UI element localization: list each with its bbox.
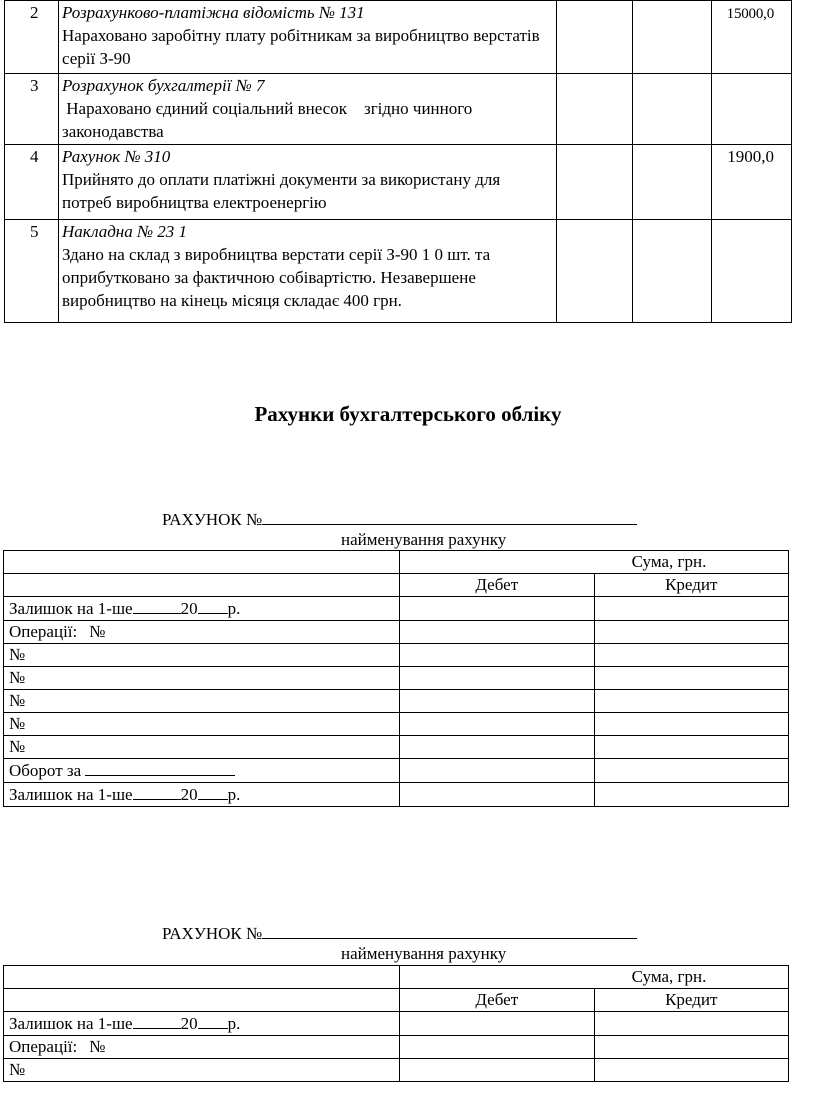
credit-header: Кредит [594,574,789,597]
credit-cell [594,1012,789,1036]
table-row [4,644,789,667]
debit-header: Дебет [400,989,595,1012]
credit-cell [594,1036,789,1059]
operations-label: Операції: № [4,1036,400,1059]
operation-description [59,145,557,220]
account-name-line [262,508,637,525]
operation-number-sign: № [4,1059,400,1082]
operation-amount: 15000,0 [712,1,792,74]
account-heading-label: РАХУНОК № [162,924,263,943]
table-row [4,667,789,690]
empty-cell [557,145,633,220]
debit-cell [400,667,595,690]
debit-cell [400,644,595,667]
debit-cell [400,783,595,807]
debit-cell [400,621,595,644]
debit-cell [400,759,595,783]
closing-balance-label: Залишок на 1-ше 20 р. [4,783,400,807]
operation-description [59,220,557,323]
operation-number: 2 [5,1,59,74]
table-row [4,783,789,807]
account-heading-label: РАХУНОК № [162,510,263,529]
empty-cell [633,220,712,323]
table-row [4,621,789,644]
table-row [4,1012,789,1036]
operation-number-sign: № [4,667,400,690]
debit-cell [400,713,595,736]
account-subheading: найменування рахунку [341,530,507,549]
operations-table [4,0,792,323]
table-row [4,966,789,989]
operation-text: Нараховано заробітну плату робітникам за виробництво верстатів серії З-90 [62,26,540,68]
operation-number: 3 [5,74,59,145]
sum-header: Сума, грн. [400,966,789,989]
table-row [5,74,792,145]
operation-number-sign: № [4,736,400,759]
sum-header: Сума, грн. [400,551,789,574]
document-title: Розрахунок бухгалтерії № 7 [62,76,265,95]
turnover-label: Оборот за [4,759,400,783]
table-row [4,759,789,783]
debit-cell [400,736,595,759]
operation-number-sign: № [4,644,400,667]
empty-cell [633,74,712,145]
empty-cell [4,966,400,989]
credit-cell [594,713,789,736]
operation-number-sign: № [4,713,400,736]
account-subheading: найменування рахунку [341,944,507,963]
empty-cell [557,1,633,74]
operation-number-sign: № [4,690,400,713]
document-title: Розрахунково-платіжна відомість № 131 [62,3,365,22]
credit-header: Кредит [594,989,789,1012]
operation-number: 5 [5,220,59,323]
empty-cell [557,220,633,323]
operation-number: 4 [5,145,59,220]
table-row [5,1,792,74]
credit-cell [594,759,789,783]
credit-cell [594,1059,789,1082]
table-row [4,1059,789,1082]
debit-cell [400,597,595,621]
empty-cell [4,989,400,1012]
document-title: Накладна № 23 1 [62,222,188,241]
operation-text: Здано на склад з виробництва верстати серії З-90 1 0 шт. та оприбутковано за фактичною собівартістю. Незавершене виробництво на кінець місяця складає 400 грн. [62,245,491,310]
operation-amount [712,74,792,145]
credit-cell [594,621,789,644]
operation-text: Прийнято до оплати платіжні документи за використану для потреб виробництва електроенергію [62,170,501,212]
debit-cell [400,1012,595,1036]
opening-balance-label: Залишок на 1-ше 20 р. [4,597,400,621]
credit-cell [594,644,789,667]
document-title: Рахунок № 310 [62,147,171,166]
empty-cell [4,574,400,597]
operation-amount [712,220,792,323]
credit-cell [594,783,789,807]
debit-cell [400,1036,595,1059]
credit-cell [594,667,789,690]
table-row [5,145,792,220]
credit-cell [594,597,789,621]
opening-balance-label: Залишок на 1-ше 20 р. [4,1012,400,1036]
operation-amount: 1900,0 [712,145,792,220]
table-row [4,1036,789,1059]
account-heading [162,922,637,944]
account-table [3,965,789,1082]
debit-cell [400,690,595,713]
account-name-line [262,922,637,939]
operation-description [59,1,557,74]
table-row [5,220,792,323]
table-row [4,989,789,1012]
empty-cell [633,1,712,74]
credit-cell [594,690,789,713]
debit-cell [400,1059,595,1082]
operation-description [59,74,557,145]
section-title: Рахунки бухгалтерського обліку [254,402,562,426]
debit-header: Дебет [400,574,595,597]
table-row [4,690,789,713]
table-row [4,713,789,736]
account-heading [162,508,637,530]
empty-cell [557,74,633,145]
credit-cell [594,736,789,759]
table-row [4,574,789,597]
empty-cell [4,551,400,574]
operation-text: Нараховано єдиний соціальний внесок згідно чинного законодавства [62,99,477,141]
table-row [4,736,789,759]
operations-label: Операції: № [4,621,400,644]
table-row [4,597,789,621]
account-table [3,550,789,807]
empty-cell [633,145,712,220]
table-row [4,551,789,574]
